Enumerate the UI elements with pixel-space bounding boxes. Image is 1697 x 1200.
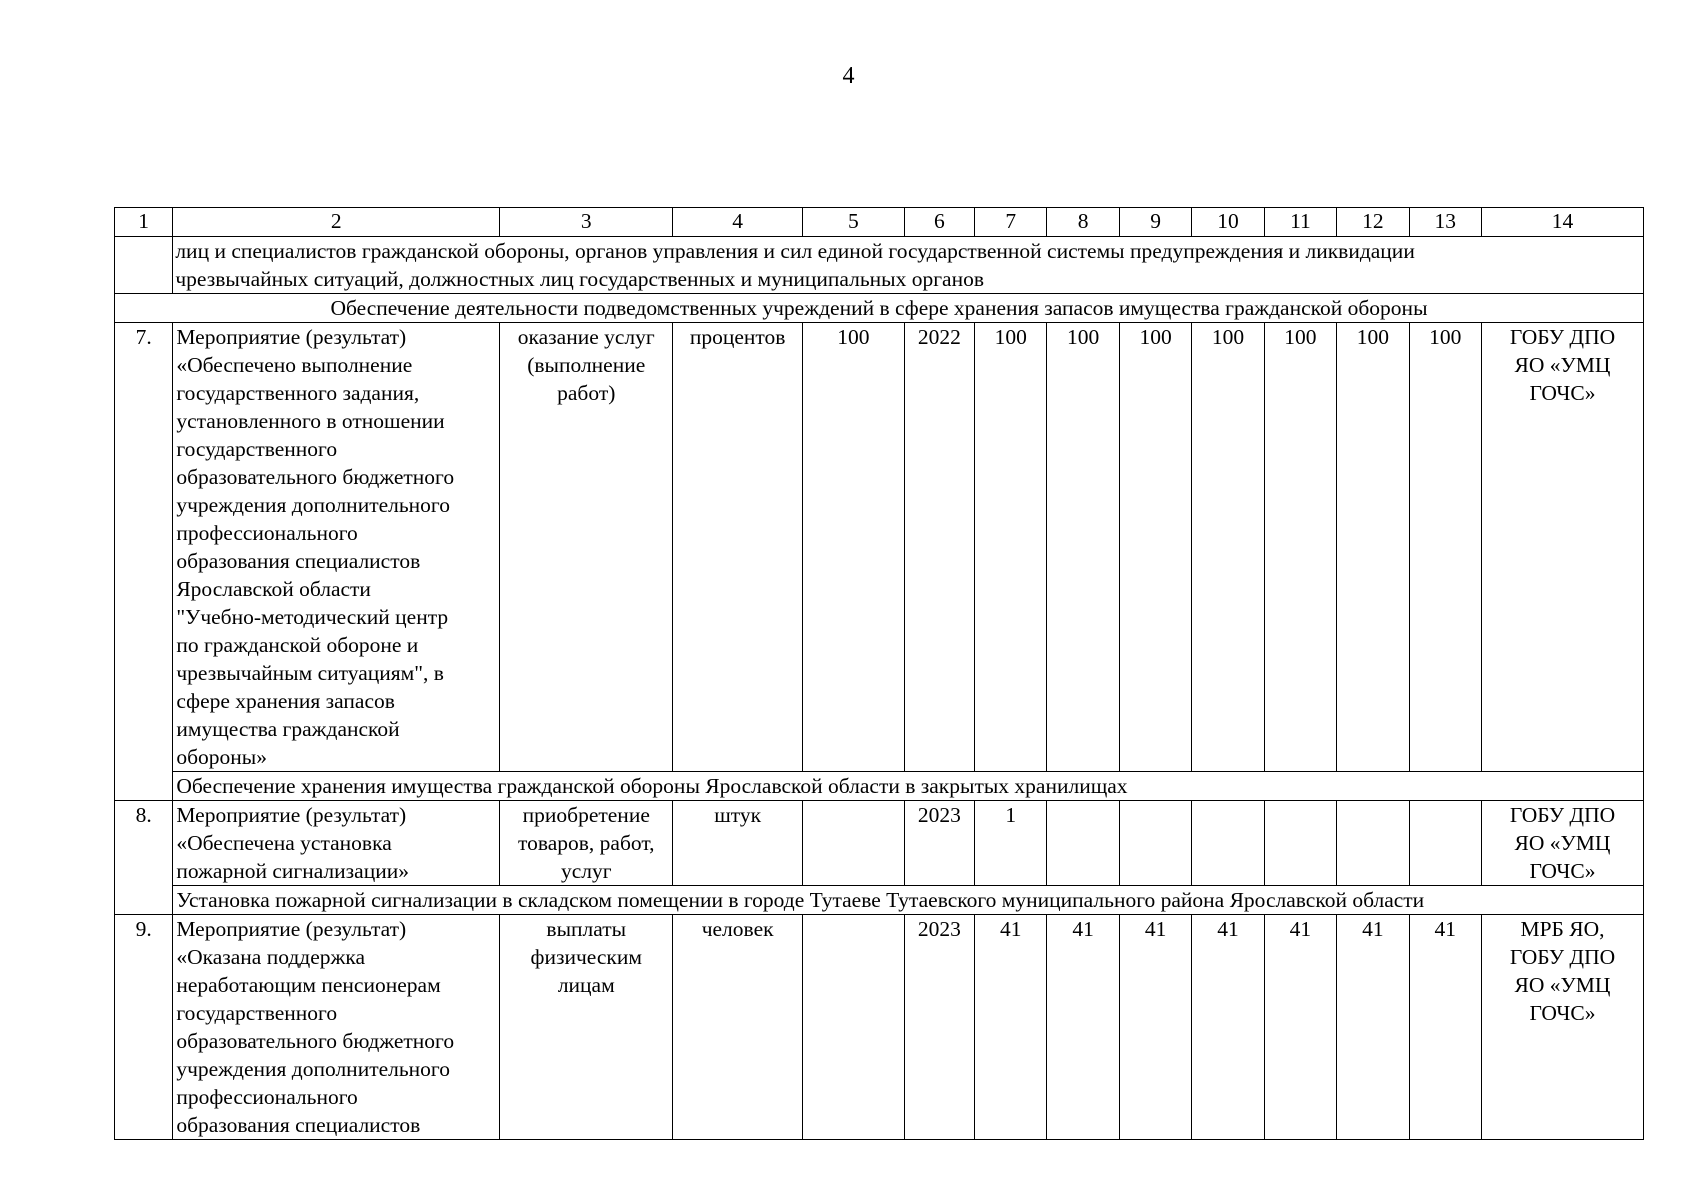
base-year: 2023 (904, 801, 974, 886)
continuation-row (115, 237, 1644, 294)
row-note: Установка пожарной сигнализации в складском помещении в городе Тутаеве Тутаевского муниципального района Ярославской области (173, 886, 1644, 915)
column-header: 14 (1481, 208, 1643, 237)
column-header: 5 (803, 208, 905, 237)
column-header: 10 (1192, 208, 1264, 237)
results-table (114, 207, 1644, 1140)
value-col12: 100 (1337, 323, 1409, 772)
column-header: 6 (904, 208, 974, 237)
measure-name: Мероприятие (результат) «Обеспечена установка пожарной сигнализации» (173, 801, 500, 886)
measure-name: Мероприятие (результат) «Обеспечено выполнение государственного задания, установленного в отношении государственного образовательного бюджетного учреждения дополнительного профессионального образования специалистов Ярославской области "Учебно-методический центр по гражданской обороне и чрезвычайным ситуациям", в сфере хранения запасов имущества гражданской обороны» (173, 323, 500, 772)
value-col11: 41 (1264, 915, 1336, 1140)
group-title-row (115, 294, 1644, 323)
measure-type: выплаты физическим лицам (500, 915, 673, 1140)
note-row (115, 772, 1644, 801)
value-col9 (1119, 801, 1191, 886)
table-row (115, 801, 1644, 886)
column-header: 11 (1264, 208, 1336, 237)
value-col8: 41 (1047, 915, 1119, 1140)
value-col8: 100 (1047, 323, 1119, 772)
value-col8 (1047, 801, 1119, 886)
note-row (115, 886, 1644, 915)
table-row (115, 323, 1644, 772)
unit: процентов (673, 323, 803, 772)
continuation-text: лиц и специалистов гражданской обороны, органов управления и сил единой государственной системы предупреждения и ликвидации чрезвычайных ситуаций, должностных лиц государственных и муниципальных органов (173, 237, 1644, 294)
row-number: 9. (115, 915, 173, 1140)
value-col7: 1 (975, 801, 1047, 886)
column-header: 1 (115, 208, 173, 237)
value-col11: 100 (1264, 323, 1336, 772)
responsible: ГОБУ ДПО ЯО «УМЦ ГОЧС» (1481, 801, 1643, 886)
column-header: 12 (1337, 208, 1409, 237)
measure-type: оказание услуг (выполнение работ) (500, 323, 673, 772)
value-col10: 41 (1192, 915, 1264, 1140)
value-col7: 100 (975, 323, 1047, 772)
measure-type: приобретение товаров, работ, услуг (500, 801, 673, 886)
responsible: МРБ ЯО, ГОБУ ДПО ЯО «УМЦ ГОЧС» (1481, 915, 1643, 1140)
value-col10 (1192, 801, 1264, 886)
base-year: 2022 (904, 323, 974, 772)
value-col13: 100 (1409, 323, 1481, 772)
row-number: 8. (115, 801, 173, 915)
column-header: 4 (673, 208, 803, 237)
row-number: 7. (115, 323, 173, 801)
column-header-row (115, 208, 1644, 237)
column-header: 2 (173, 208, 500, 237)
empty-cell (115, 237, 173, 294)
base-year: 2023 (904, 915, 974, 1140)
column-header: 8 (1047, 208, 1119, 237)
value-col11 (1264, 801, 1336, 886)
unit: штук (673, 801, 803, 886)
value-col9: 41 (1119, 915, 1191, 1140)
responsible: ГОБУ ДПО ЯО «УМЦ ГОЧС» (1481, 323, 1643, 772)
base-value (803, 915, 905, 1140)
base-value: 100 (803, 323, 905, 772)
unit: человек (673, 915, 803, 1140)
group-title: Обеспечение деятельности подведомственных учреждений в сфере хранения запасов имущества гражданской обороны (115, 294, 1644, 323)
value-col13 (1409, 801, 1481, 886)
value-col12: 41 (1337, 915, 1409, 1140)
value-col13: 41 (1409, 915, 1481, 1140)
column-header: 13 (1409, 208, 1481, 237)
value-col12 (1337, 801, 1409, 886)
value-col10: 100 (1192, 323, 1264, 772)
row-note: Обеспечение хранения имущества гражданской обороны Ярославской области в закрытых хранилищах (173, 772, 1644, 801)
measure-name: Мероприятие (результат) «Оказана поддержка неработающим пенсионерам государственного образовательного бюджетного учреждения дополнительного профессионального образования специалистов (173, 915, 500, 1140)
table-row (115, 915, 1644, 1140)
column-header: 9 (1119, 208, 1191, 237)
value-col7: 41 (975, 915, 1047, 1140)
column-header: 7 (975, 208, 1047, 237)
column-header: 3 (500, 208, 673, 237)
base-value (803, 801, 905, 886)
value-col9: 100 (1119, 323, 1191, 772)
page-number: 4 (842, 63, 855, 89)
